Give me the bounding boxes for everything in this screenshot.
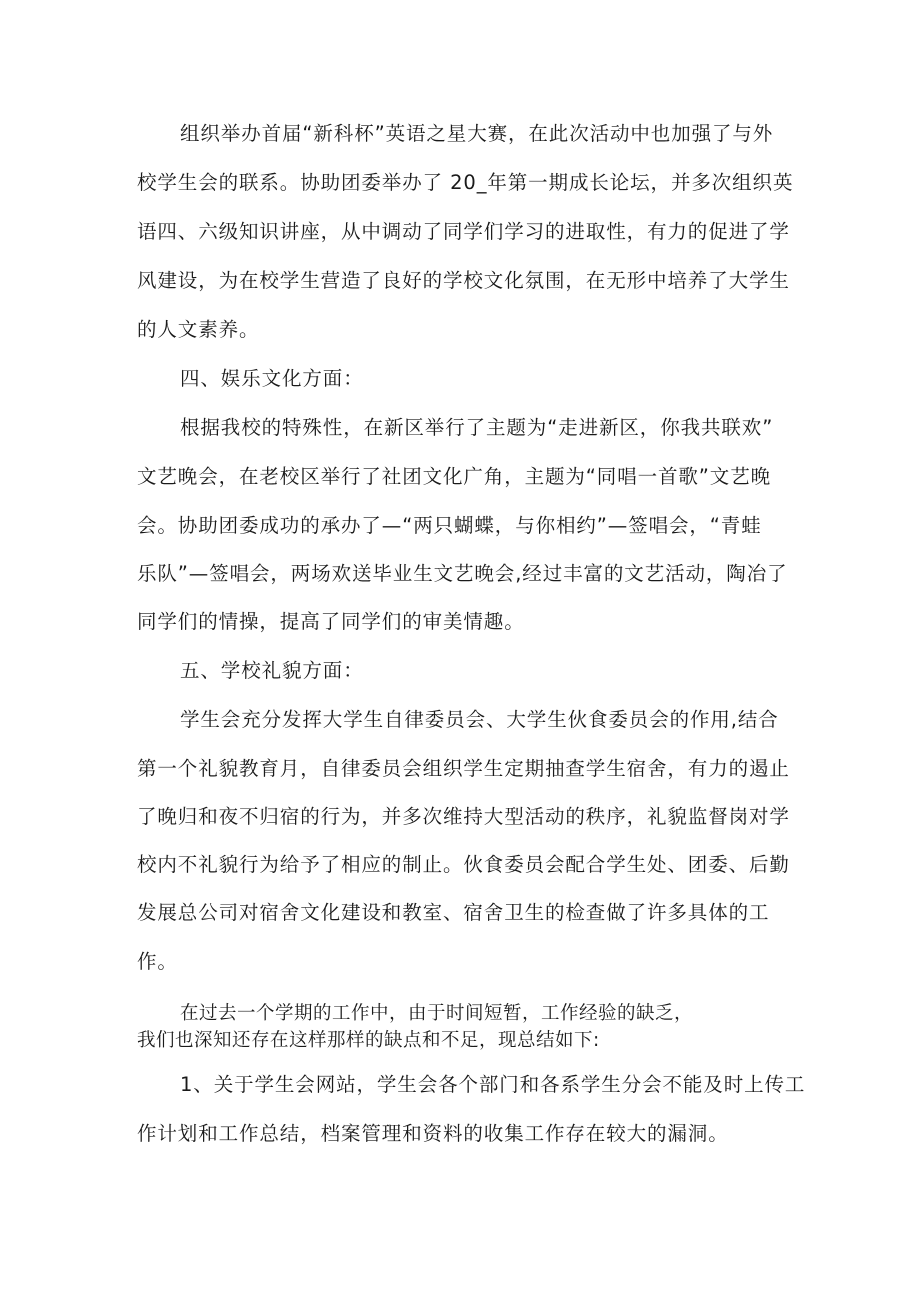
paragraph-line: 的人文素养。 bbox=[137, 318, 260, 341]
paragraph-line: 了晚归和夜不归宿的行为，并多次维持大型活动的秩序，礼貌监督岗对学 bbox=[137, 805, 790, 828]
paragraph-line: 我们也深知还存在这样那样的缺点和不足，现总结如下: bbox=[137, 1030, 600, 1051]
paragraph-line: 校内不礼貌行为给予了相应的制止。伙食委员会配合学生处、团委、后勤 bbox=[137, 853, 790, 876]
section-heading: 五、学校礼貌方面： bbox=[180, 659, 364, 682]
paragraph-line: 风建设，为在校学生营造了良好的学校文化氛围，在无形中培养了大学生 bbox=[137, 269, 790, 292]
paragraph-line: 作。 bbox=[137, 950, 178, 973]
paragraph-line: 发展总公司对宿舍文化建设和教室、宿舍卫生的检查做了许多具体的工 bbox=[137, 901, 770, 924]
paragraph-line: 学生会充分发挥大学生自律委员会、大学生伙食委员会的作用,结合 bbox=[180, 708, 779, 731]
paragraph-line: 文艺晚会，在老校区举行了社团文化广角，主题为“同唱一首歌”文艺晚 bbox=[137, 465, 772, 488]
list-item: 1、关于学生会网站，学生会各个部门和各系学生分会不能及时上传工 bbox=[180, 1073, 806, 1096]
paragraph-line: 根据我校的特殊性，在新区举行了主题为“走进新区，你我共联欢” bbox=[180, 416, 774, 439]
paragraph-line: 乐队”—签唱会，两场欢送毕业生文艺晚会,经过丰富的文艺活动，陶冶了 bbox=[137, 562, 788, 585]
paragraph-line: 会。协助团委成功的承办了—“两只蝴蝶，与你相约”—签唱会，“青蛙 bbox=[137, 514, 762, 537]
paragraph-line: 同学们的情操，提高了同学们的审美情趣。 bbox=[137, 610, 525, 633]
paragraph-line: 在过去一个学期的工作中，由于时间短暂，工作经验的缺乏， bbox=[180, 1003, 694, 1024]
paragraph-line: 语四、六级知识讲座，从中调动了同学们学习的进取性，有力的促进了学 bbox=[137, 220, 790, 243]
section-heading: 四、娱乐文化方面： bbox=[180, 367, 364, 390]
paragraph-line: 校学生会的联系。协助团委举办了 20_年第一期成长论坛，并多次组织英 bbox=[137, 171, 794, 194]
paragraph-line: 第一个礼貌教育月，自律委员会组织学生定期抽查学生宿舍，有力的遏止 bbox=[137, 757, 790, 780]
paragraph-line: 组织举办首届“新科杯”英语之星大赛，在此次活动中也加强了与外 bbox=[180, 122, 774, 145]
list-item: 作计划和工作总结，档案管理和资料的收集工作存在较大的漏洞。 bbox=[137, 1122, 729, 1145]
